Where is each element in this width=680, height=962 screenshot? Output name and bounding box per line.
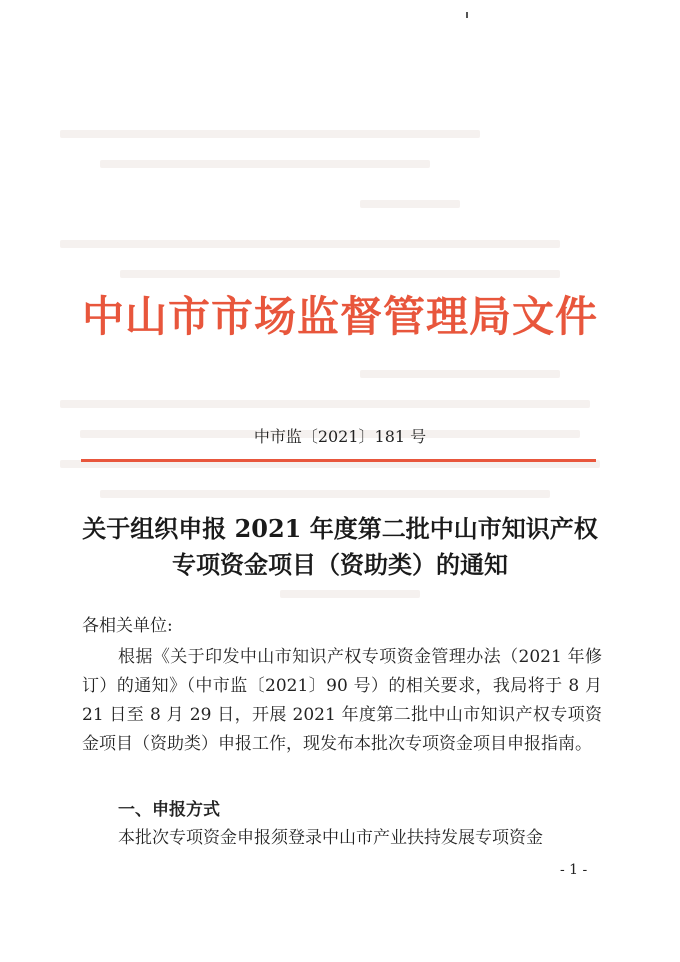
notice-title-line-1: 关于组织申报 2021 年度第二批中山市知识产权 [82,514,598,543]
masthead-title: 中山市市场监督管理局文件 [81,292,598,341]
section-heading-1: 一、申报方式 [118,800,220,820]
body-paragraph-1: 根据《关于印发中山市知识产权专项资金管理办法（2021 年修订）的通知》（中市监〔2021〕90 号）的相关要求，我局将于 8 月 21 日至 8 月 29 日，开展 2021 年度第二批中山市知识产权专项资金项目（资助类）申报工作，现发布本批次专项资金项目申报指南。 [82,647,602,754]
salutation: 各相关单位: [82,616,173,636]
body-paragraph-2: 本批次专项资金申报须登录中山市产业扶持发展专项资金 [118,828,543,848]
top-mark [466,12,468,18]
notice-title-line-2: 专项资金项目（资助类）的通知 [172,550,508,579]
document-number: 中市监〔2021〕181 号 [253,427,427,446]
page-number: - 1 - [560,862,588,878]
red-divider-rule [81,459,596,462]
